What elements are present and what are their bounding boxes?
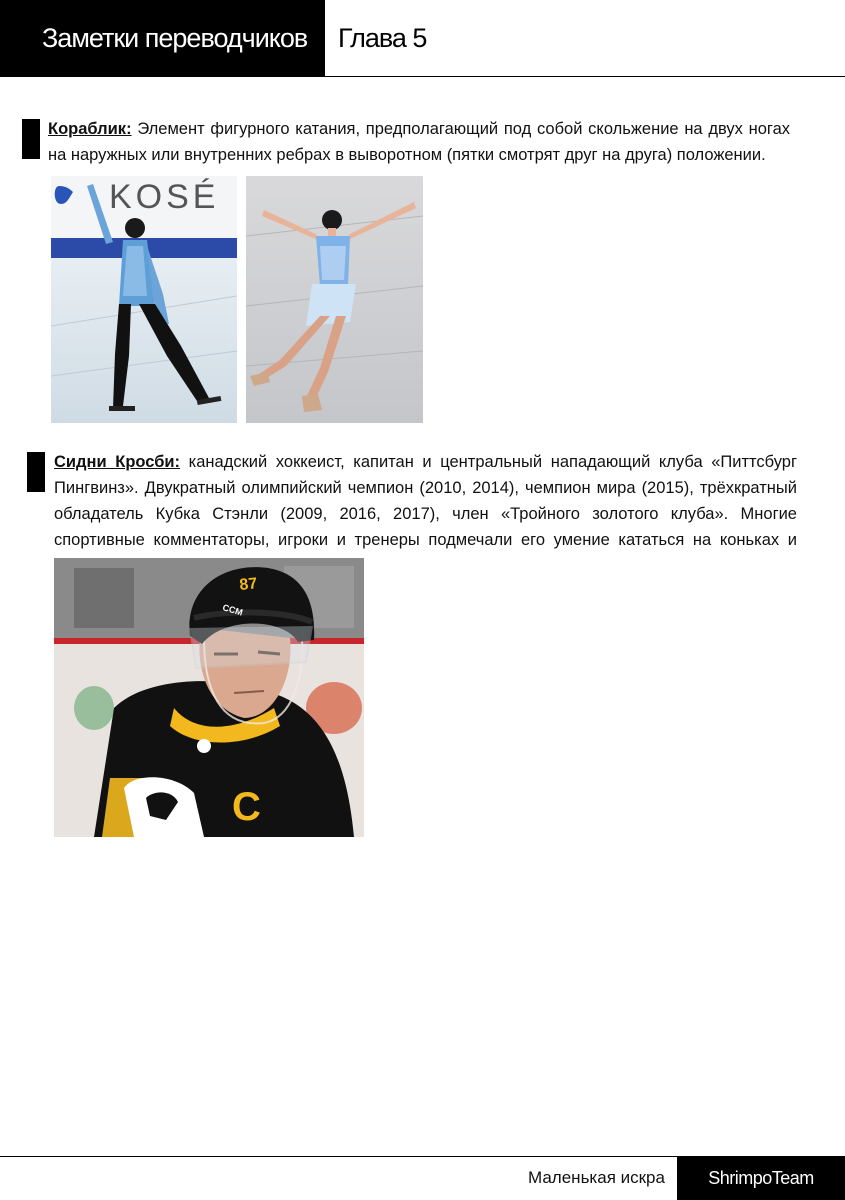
note-text: канадский хоккеист, капитан и центральный нападающий клуба «Питтсбург Пингвинз». Двукратный олимпийский чемпион (2010, 2014), чемпион мира (2015), трёхкратный обладатель Кубка Стэнли (2009, 2016, 2017), член «Тройного золотого клуба». Многие спортивные комментаторы, игроки и тренеры подмечали его умение кататься на коньках и xyxy=(54,453,797,549)
helmet-number: 87 xyxy=(238,575,259,594)
note-text: Элемент фигурного катания, предполагающий под собой скольжение на двух ногах на наружных или внутренних ребрах в выворотном (пятки смотрят друг на друга) положении. xyxy=(48,120,790,164)
sponsor-banner-text: KOSÉ xyxy=(109,178,220,216)
female-skater-image xyxy=(246,176,423,423)
male-skater-image xyxy=(51,176,237,423)
note-term: Сидни Кросби: xyxy=(54,453,181,471)
note-korablik xyxy=(48,116,790,168)
photo-hockey-player xyxy=(54,558,364,837)
photo-female-skater xyxy=(246,176,423,423)
hockey-player-image xyxy=(54,558,364,837)
captain-letter: C xyxy=(232,785,261,829)
helmet-brand: CCM xyxy=(221,602,244,618)
team-name: ShrimpoTeam xyxy=(677,1156,845,1200)
note-term: Кораблик: xyxy=(48,120,132,138)
book-title: Маленькая искра xyxy=(528,1168,665,1187)
note-marker xyxy=(22,119,40,159)
header-divider xyxy=(325,76,845,77)
note-marker xyxy=(27,452,45,492)
chapter-title: Глава 5 xyxy=(338,23,427,53)
section-title: Заметки переводчиков xyxy=(0,0,325,77)
photo-male-skater xyxy=(51,176,237,423)
